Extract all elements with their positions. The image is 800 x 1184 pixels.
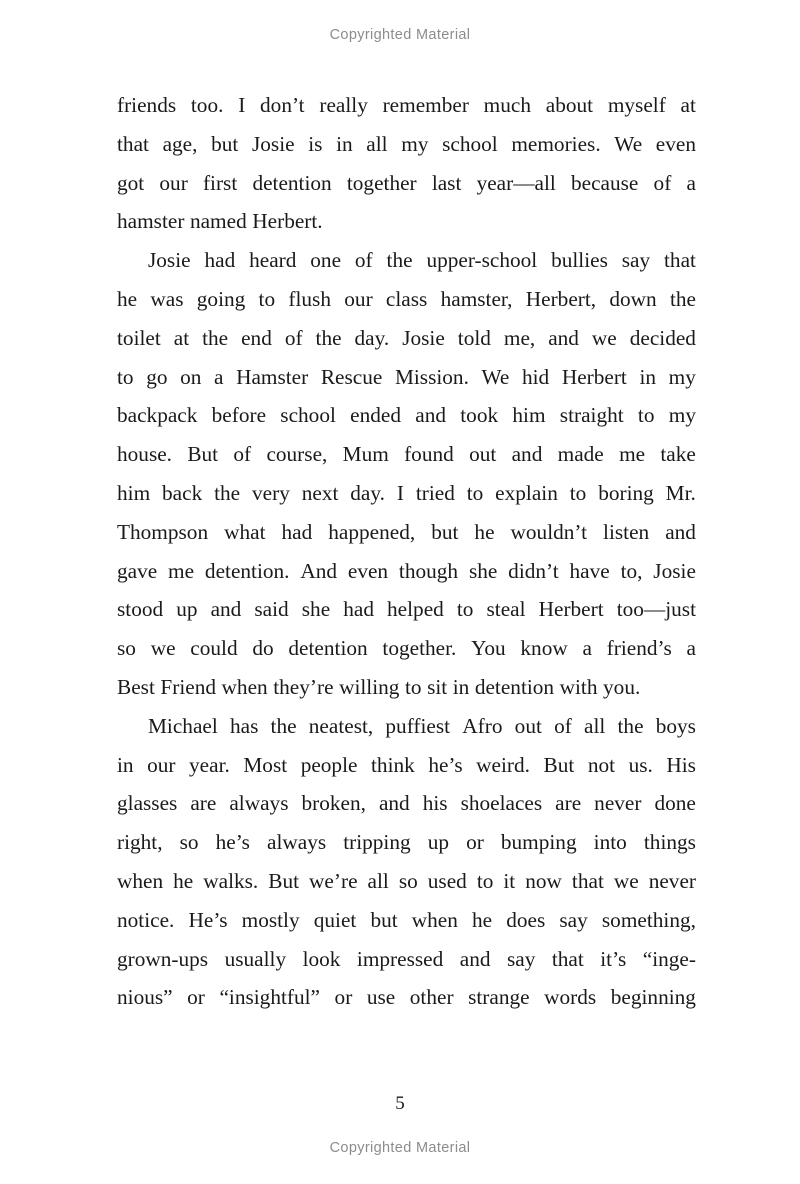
word: one [310, 248, 342, 273]
word: are [190, 791, 217, 816]
word: strange [468, 985, 530, 1010]
word: You [471, 636, 506, 661]
word: gave [117, 558, 158, 583]
word: end [241, 325, 272, 350]
word: detention [288, 636, 368, 661]
word: told [457, 325, 491, 350]
word: broken, [301, 791, 366, 816]
word: shoelaces [460, 791, 543, 816]
word: backpack [117, 403, 198, 428]
word: stood [117, 597, 164, 622]
word: he’s [215, 830, 250, 855]
word: next [301, 480, 339, 505]
word: “insightful” [219, 985, 320, 1010]
word: mostly [241, 907, 300, 932]
word: named [189, 209, 247, 234]
word: decided [629, 325, 696, 350]
word: she [301, 597, 331, 622]
text-line [117, 940, 696, 979]
word: say [506, 946, 536, 971]
word: I [238, 93, 246, 117]
word: Josie [402, 325, 445, 350]
word: wouldn’t [510, 519, 588, 544]
word: Most [243, 752, 288, 777]
word: me [168, 558, 195, 583]
word: the [669, 286, 696, 311]
word: in [117, 752, 134, 777]
word: is [308, 131, 323, 156]
word: done [654, 791, 696, 816]
word: tripping [343, 830, 411, 855]
word: you. [603, 674, 641, 699]
word: Josie [251, 131, 295, 156]
word: hamster, [440, 286, 513, 311]
word: had [281, 519, 313, 544]
text-line [117, 823, 696, 862]
word: people [300, 752, 358, 777]
word: or [334, 985, 353, 1010]
word: into [593, 830, 627, 855]
word: listen [603, 519, 650, 544]
word: together. [382, 636, 457, 661]
word: impressed [356, 946, 444, 971]
word: sit [427, 674, 448, 699]
word: things [643, 830, 696, 855]
word: memories. [511, 131, 601, 156]
word: he’s [428, 752, 463, 777]
word: Josie [653, 558, 696, 583]
word: of [284, 325, 303, 350]
word: even [347, 558, 389, 583]
word: he [472, 907, 493, 932]
word: what [224, 519, 266, 544]
word: so [117, 636, 136, 661]
word: all [584, 713, 606, 738]
word: a [582, 636, 592, 661]
word: detention [474, 674, 555, 699]
word: in [639, 364, 657, 389]
word: even [655, 131, 696, 156]
word: they’re [273, 674, 334, 699]
word: and [548, 325, 579, 350]
word: use [366, 985, 396, 1010]
word: when [221, 674, 268, 699]
text-line [117, 707, 696, 746]
word: the [214, 480, 241, 505]
text-line [117, 746, 696, 785]
word: say [621, 248, 651, 273]
paragraph [117, 86, 696, 241]
word: and [459, 946, 491, 971]
word: Best [117, 674, 155, 699]
text-line [117, 280, 696, 319]
text-line [117, 552, 696, 591]
word: the [202, 325, 229, 350]
text-line [117, 901, 696, 940]
word: detention. [204, 558, 290, 583]
word: usually [224, 946, 287, 971]
text-line [117, 862, 696, 901]
word: upper-school [426, 248, 538, 273]
word: first [202, 170, 238, 195]
word: detention [252, 170, 332, 195]
word: friend’s [606, 636, 672, 661]
text-line [117, 86, 696, 125]
word: had [343, 597, 374, 622]
word: look [302, 946, 341, 971]
word: before [211, 403, 267, 428]
word: said [254, 597, 289, 622]
paragraph [117, 241, 696, 707]
text-line [117, 319, 696, 358]
word: back [162, 480, 203, 505]
word: always [267, 830, 327, 855]
word: has [229, 713, 259, 738]
text-line [117, 202, 696, 241]
word: was [150, 286, 184, 311]
word: and [511, 442, 543, 467]
word: up [427, 830, 449, 855]
word: happened, [328, 519, 416, 544]
word: last [431, 170, 462, 195]
word: know [520, 636, 568, 661]
word: But [543, 752, 575, 777]
text-line [117, 978, 696, 1017]
word: course, [266, 442, 328, 467]
word: that [571, 868, 604, 893]
word: go [146, 364, 168, 389]
word: we [150, 636, 176, 661]
word: our [159, 170, 188, 195]
word: he [173, 868, 194, 893]
word: say [559, 907, 588, 932]
word: hid [521, 364, 550, 389]
word: I [396, 480, 404, 505]
word: our [147, 752, 176, 777]
word: to [117, 364, 134, 389]
word: out [469, 442, 497, 467]
word: to [456, 597, 474, 622]
word: about [545, 93, 594, 117]
word: tried [415, 480, 455, 505]
word: and [210, 597, 242, 622]
word: in [336, 131, 353, 156]
word: up [176, 597, 198, 622]
word: we’re [309, 868, 358, 893]
word: He’s [188, 907, 228, 932]
word: got [117, 170, 145, 195]
text-line [117, 241, 696, 280]
word: that [117, 131, 149, 156]
word: flush [288, 286, 331, 311]
word: he [117, 286, 138, 311]
word: nious” [117, 985, 173, 1010]
word: school [280, 403, 336, 428]
word: she [468, 558, 498, 583]
word: it’s [600, 946, 627, 971]
word: a [214, 364, 224, 389]
word: Mission. [394, 364, 469, 389]
word: didn’t [508, 558, 559, 583]
word: Afro [462, 713, 503, 738]
word: took [460, 403, 499, 428]
word: together [346, 170, 417, 195]
word: school [442, 131, 498, 156]
word: bullies [551, 248, 608, 273]
word: don’t [260, 93, 305, 117]
word: so [398, 868, 418, 893]
word: We [614, 131, 643, 156]
word: used [427, 868, 467, 893]
word: class [385, 286, 428, 311]
word: does [506, 907, 546, 932]
word: of [554, 713, 572, 738]
word: on [180, 364, 202, 389]
word: right, [117, 830, 163, 855]
word: Herbert [561, 364, 627, 389]
word: are [555, 791, 582, 816]
text-line [117, 125, 696, 164]
word: age, [162, 131, 198, 156]
word: walks. [203, 868, 259, 893]
word: it [503, 868, 516, 893]
word: weird. [476, 752, 530, 777]
word: at [173, 325, 190, 350]
word: day. [354, 325, 390, 350]
word: so [179, 830, 199, 855]
word: now [525, 868, 562, 893]
word: of [233, 442, 252, 467]
word: ended [350, 403, 402, 428]
word: to [404, 674, 422, 699]
word: or [187, 985, 205, 1010]
word: boys [655, 713, 696, 738]
word: never [648, 868, 696, 893]
word: and [378, 791, 410, 816]
running-foot-copyright-notice: Copyrighted Material [329, 1140, 471, 1156]
word: explain [495, 480, 558, 505]
word: Rescue [320, 364, 383, 389]
word: we [613, 868, 639, 893]
word: when [411, 907, 458, 932]
word: to [466, 480, 484, 505]
word: puffiest [385, 713, 451, 738]
word: a [686, 170, 696, 195]
word: neatest, [308, 713, 374, 738]
word: heard [249, 248, 297, 273]
word: Herbert. [252, 209, 323, 234]
word: all [366, 131, 388, 156]
word: with [559, 674, 598, 699]
word: always [229, 791, 289, 816]
page-number: 5 [395, 1093, 405, 1114]
text-line [117, 784, 696, 823]
word: the [270, 713, 297, 738]
word: and [665, 519, 696, 544]
paragraph [117, 707, 696, 1017]
text-line [117, 629, 696, 668]
word: in [452, 674, 470, 699]
word: We [481, 364, 510, 389]
word: out [514, 713, 542, 738]
word: and [415, 403, 447, 428]
running-head-copyright-notice: Copyrighted Material [329, 27, 471, 43]
word: to [569, 480, 587, 505]
word: of [653, 170, 672, 195]
word: my [668, 403, 696, 428]
word: not [587, 752, 616, 777]
text-line [117, 358, 696, 397]
word: my [668, 364, 696, 389]
word: notice. [117, 907, 175, 932]
text-line [117, 396, 696, 435]
word: our [344, 286, 373, 311]
word: boring [598, 480, 654, 505]
word: his [422, 791, 448, 816]
word: glasses [117, 791, 178, 816]
word: day. [350, 480, 385, 505]
word: But [268, 868, 300, 893]
word: bumping [500, 830, 577, 855]
word: grown-ups [117, 946, 209, 971]
word: but [431, 519, 459, 544]
word: us. [628, 752, 653, 777]
word: but [211, 131, 239, 156]
word: when [117, 868, 164, 893]
word: too—just [616, 597, 696, 622]
word: or [466, 830, 484, 855]
text-line [117, 668, 696, 707]
word: him [512, 403, 546, 428]
word: to [637, 403, 655, 428]
word: made [557, 442, 604, 467]
word: Mr. [665, 480, 696, 505]
word: think [371, 752, 415, 777]
word: of [354, 248, 373, 273]
word: a [686, 636, 696, 661]
word: myself [607, 93, 666, 117]
word: could [190, 636, 238, 661]
word: though [398, 558, 459, 583]
word: because [570, 170, 639, 195]
word: going [196, 286, 246, 311]
word: His [666, 752, 696, 777]
word: Josie [148, 248, 191, 273]
word: to [258, 286, 276, 311]
word: very [252, 480, 290, 505]
text-line [117, 474, 696, 513]
text-line [117, 164, 696, 203]
text-line [117, 435, 696, 474]
word: friends [117, 93, 177, 117]
word: take [660, 442, 696, 467]
body-text-block [117, 86, 696, 1017]
word: the [386, 248, 413, 273]
word: Michael [148, 713, 218, 738]
word: steal [486, 597, 526, 622]
word: my [401, 131, 429, 156]
word: really [319, 93, 368, 117]
word: had [204, 248, 236, 273]
word: much [483, 93, 531, 117]
word: never [594, 791, 642, 816]
word: to [476, 868, 494, 893]
word: we [591, 325, 617, 350]
word: Friend [160, 674, 217, 699]
word: toilet [117, 325, 161, 350]
word: something, [601, 907, 696, 932]
word: that [551, 946, 584, 971]
word: year. [189, 752, 230, 777]
word: straight [559, 403, 624, 428]
word: Thompson [117, 519, 209, 544]
word: Mum [342, 442, 389, 467]
word: quiet [313, 907, 357, 932]
word: year—all [476, 170, 556, 195]
word: house. [117, 442, 173, 467]
word: me [619, 442, 646, 467]
word: words [544, 985, 597, 1010]
text-line [117, 513, 696, 552]
word: Hamster [236, 364, 309, 389]
word: down [609, 286, 657, 311]
word: And [300, 558, 338, 583]
word: the [617, 713, 644, 738]
word: Herbert, [525, 286, 597, 311]
word: too. [190, 93, 224, 117]
word: but [370, 907, 398, 932]
word: him [117, 480, 151, 505]
word: he [474, 519, 495, 544]
word: me, [503, 325, 536, 350]
word: have [569, 558, 610, 583]
word: willing [339, 674, 400, 699]
word: Herbert [538, 597, 604, 622]
word: helped [387, 597, 444, 622]
word: beginning [610, 985, 696, 1010]
word: “inge- [642, 946, 696, 971]
word: hamster [117, 209, 185, 234]
word: But [187, 442, 219, 467]
word: at [680, 93, 696, 117]
word: all [367, 868, 389, 893]
word: do [252, 636, 274, 661]
word: other [409, 985, 454, 1010]
word: the [315, 325, 342, 350]
word: that [664, 248, 696, 273]
word: to, [620, 558, 643, 583]
text-line [117, 590, 696, 629]
word: found [404, 442, 454, 467]
word: remember [382, 93, 469, 117]
